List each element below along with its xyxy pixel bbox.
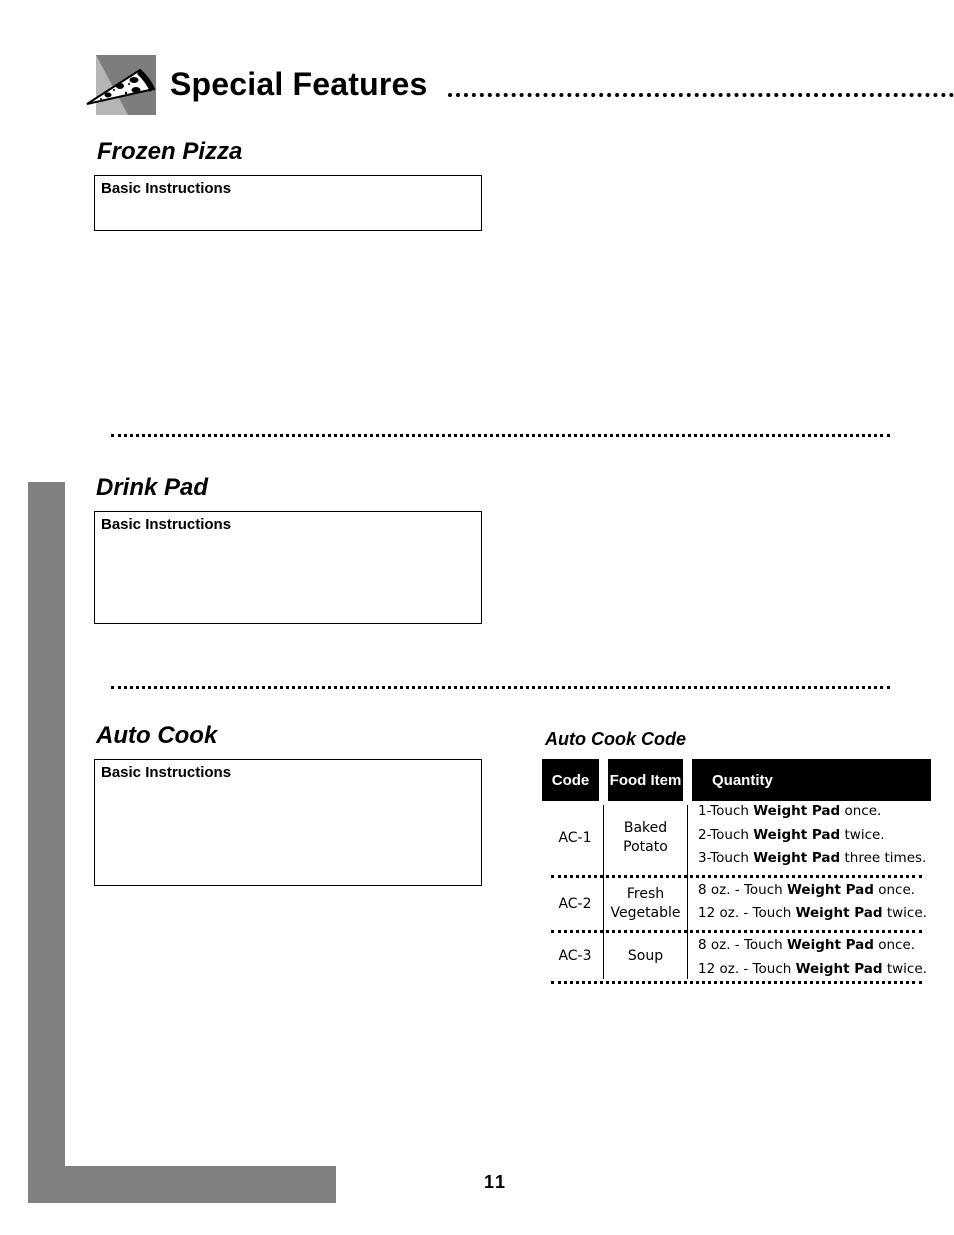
quantity-line: 8 oz. - Touch Weight Pad once.	[698, 882, 916, 898]
frozen-pizza-heading: Frozen Pizza	[97, 138, 243, 165]
row-2-code: AC-2	[558, 895, 592, 912]
row-2-quantity	[698, 882, 928, 928]
drink-pad-box-label: Basic Instructions	[101, 516, 232, 533]
quantity-line: 8 oz. - Touch Weight Pad once.	[698, 937, 916, 953]
sidebar-bar-vertical	[28, 482, 65, 1203]
column-divider	[687, 805, 688, 979]
frozen-pizza-instructions-box	[94, 175, 482, 231]
auto-cook-table-caption: Auto Cook Code	[545, 729, 686, 749]
pizza-slice-icon	[84, 55, 158, 117]
row-separator	[551, 981, 922, 984]
table-header-code: Code	[542, 759, 599, 801]
quantity-line: 12 oz. - Touch Weight Pad twice.	[698, 961, 927, 977]
quantity-line: 1-Touch Weight Pad once.	[698, 803, 882, 819]
row-3-food: Soup	[627, 947, 664, 964]
table-header-quantity: Quantity	[692, 759, 931, 801]
auto-cook-instructions-box	[94, 759, 482, 886]
row-2-food: Fresh Vegetable	[610, 886, 681, 921]
row-1-food: Baked Potato	[623, 820, 668, 855]
quantity-line: 3-Touch Weight Pad three times.	[698, 850, 927, 866]
title-leader-dots	[448, 93, 954, 97]
page-number: 11	[484, 1172, 508, 1192]
drink-pad-heading: Drink Pad	[96, 474, 209, 501]
drink-pad-instructions-box	[94, 511, 482, 624]
section-separator-2	[111, 686, 890, 689]
row-1-quantity	[698, 803, 928, 873]
row-3-code: AC-3	[558, 947, 592, 964]
sidebar-bar-horizontal	[28, 1166, 336, 1203]
table-header-food-item: Food Item	[608, 759, 683, 801]
row-3-quantity	[698, 937, 928, 983]
auto-cook-box-label: Basic Instructions	[101, 764, 232, 781]
row-1-code: AC-1	[558, 829, 592, 846]
quantity-line: 12 oz. - Touch Weight Pad twice.	[698, 905, 927, 921]
section-separator-1	[111, 434, 890, 437]
page-title: Special Features	[170, 66, 428, 102]
row-separator	[551, 930, 922, 933]
auto-cook-heading: Auto Cook	[96, 722, 218, 749]
row-separator	[551, 875, 922, 878]
frozen-pizza-box-label: Basic Instructions	[101, 180, 232, 197]
column-divider	[603, 805, 604, 979]
quantity-line: 2-Touch Weight Pad twice.	[698, 827, 885, 843]
